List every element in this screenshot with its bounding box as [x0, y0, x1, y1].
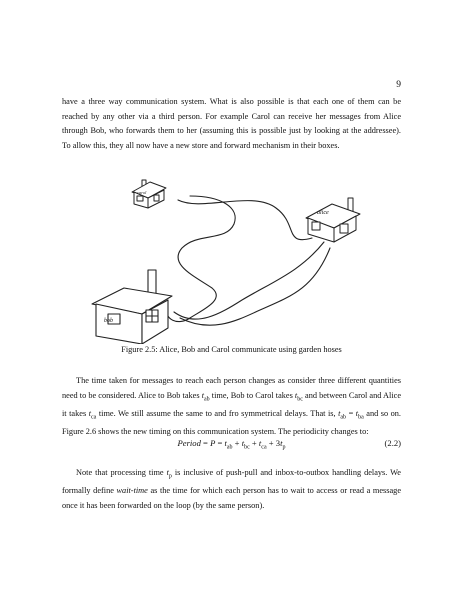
hose-alice-to-bob — [174, 242, 324, 319]
page-number: 9 — [396, 80, 401, 90]
equation-number: (2.2) — [384, 438, 401, 448]
label-bob: bob — [104, 318, 113, 324]
paragraph-wait-time: Note that processing time $t_p$ is inclusive of push-pull and inbox-to-outbox handling delays. We formally define wait-time as the time for which each person has to wait to access or read a message once it has been forwarded on the loop (by the same person). — [62, 468, 401, 510]
paragraph-timing: The time taken for messages to reach each person changes as consider three different quantities need to be considered. Alice to Bob takes $t_{ab}$ time, Bob to Carol takes $t_{bc}$ and between Carol and Alice it takes $t_{ca}$ time. We still assume the same to and fro symmetrical delays. That is, $t_{ab} = t_{ba}$ and so on. Figure 2.6 shows the new timing on this communication system. The periodicity changes to: — [62, 376, 402, 437]
house-alice — [306, 198, 360, 242]
equation-period — [62, 438, 401, 454]
hose-carol-to-bob — [166, 196, 235, 322]
house-bob — [92, 270, 172, 344]
label-alice: alice — [317, 210, 329, 216]
paragraph-intro: have a three way communication system. What is also possible is that each one of them can be reached by any other via a third person. For example Carol can receive her messages from Alice through Bob, who forwards them to her (assuming this is possible just by looking at the addressee). To allow this, they all now have a new store and forward mechanism in their boxes. — [62, 97, 401, 150]
figure-caption: Figure 2.5: Alice, Bob and Carol communicate using garden hoses — [121, 345, 342, 354]
equation-body: Period = $P = t_{ab} + t_{bc} + t_{ca} + 3t_p$ — [177, 438, 286, 451]
hose-carol-to-alice — [178, 200, 312, 240]
label-carol: carol — [137, 190, 147, 195]
garden-hoses-figure — [62, 172, 401, 344]
